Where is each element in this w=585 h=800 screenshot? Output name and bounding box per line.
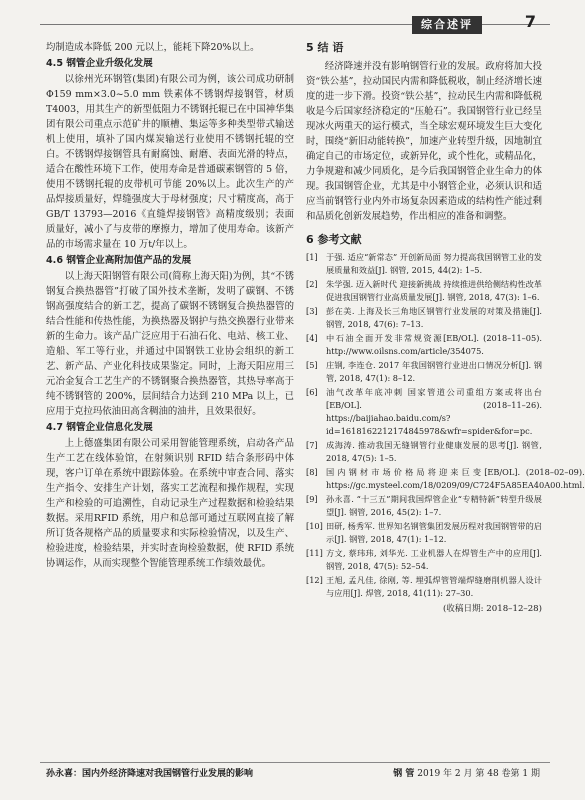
reference-text: 方文, 蔡玮玮, 刘华光. 工业机器人在焊管生产中的应用[J]. 钢管, 2018, 47(5): 52–54. [326, 548, 542, 571]
reference-text: 国内钢材市场价格局将迎来巨变[EB/OL]. (2018–02–09). https://gc.mysteel.com/18/0209/09/C724F5A85EA40A00.html. [326, 467, 585, 490]
reference-item [306, 278, 542, 304]
received-date: (收稿日期: 2018–12–28) [442, 604, 542, 614]
reference-text: 庄钢, 李连仓. 2017 年我国钢管行业进出口情况分析[J]. 钢管, 2018, 47(1): 8–12. [326, 360, 542, 383]
reference-list [306, 251, 585, 600]
reference-text: 田研, 杨秀军. 世界知名钢管集团发展历程对我国钢管带的启示[J]. 钢管, 2018, 47(1): 1–12. [326, 521, 542, 544]
reference-text: 中石油全面开发非常规资源[EB/OL]. (2018–11–05). http://www.oilsns.com/article/354075. [326, 333, 542, 356]
reference-text: 朱学强. 迈入新时代 迎接新挑战 持续推进供给侧结构性改革 促进我国钢管行业高质量发展[J]. 钢管, 2018, 47(3): 1–6. [326, 279, 542, 302]
journal-issue [393, 766, 540, 779]
reference-text: 油气改革年底冲刺 国家管道公司重组方案或将出台[EB/OL]. (2018–11–26). https://baijiahao.baidu.com/s?id=1618162212174845978&wfr=spider&for=pc. [326, 387, 542, 436]
reference-item [306, 520, 542, 546]
reference-number: [12] [306, 575, 323, 585]
reference-item [306, 574, 542, 600]
references-heading: 6 参考文献 [306, 233, 362, 246]
reference-number: [5] [306, 360, 318, 370]
section-badge: 综合述评 [412, 16, 482, 34]
reference-text: 王旭, 孟凡佳, 徐刚, 等. 埋弧焊管管端焊缝磨削机器人设计与应用[J]. 焊管, 2018, 41(11): 27–30. [326, 575, 542, 598]
page-number: 7 [524, 12, 536, 31]
paragraph-4-5: 以徐州光环钢管(集团)有限公司为例，该公司成功研制 Φ159 mm×3.0~5.0 mm 铁素体不锈钢焊接钢管，材质 T4003，用其生产的新型低阻力不锈钢托辊已在中国神华集团有限公司重点示范矿井的顺槽、集运等多种类型带式输送机上使用，填补了国内煤炭输送行业使用不锈钢托辊的空白。不锈钢焊接钢管具有耐腐蚀、耐磨、表面光滑的特点，适合在酸性环境下工作，使用寿命是普通碳素钢管的 5 倍，使用不锈钢托辊的皮带机可节能 20%以上。此次生产的产品焊接质量好，焊缝强度大于母材强度；尺寸精度高，高于 GB/T 13793—2016《直缝焊接钢管》高精度级别；表面质量好，减小了与皮带的摩擦力，增加了使用寿命。该新产品的市场需求量在 10 万t/年以上。 [46, 74, 294, 250]
reference-number: [7] [306, 440, 318, 450]
reference-text: 彭在美. 上海及长三角地区钢管行业发展的对策及措施[J]. 钢管, 2018, 47(6): 7–13. [326, 306, 542, 329]
reference-number: [9] [306, 494, 318, 504]
reference-item [306, 251, 542, 277]
right-column [306, 40, 585, 755]
footer-rule [40, 762, 550, 763]
reference-text: 孙永喜. “十三五”期间我国焊管企业“专精特新”转型升级展望[J]. 钢管, 2016, 45(2): 1–7. [326, 494, 542, 517]
reference-number: [8] [306, 467, 318, 477]
issue-info: 2019 年 2 月 第 48 卷第 1 期 [417, 769, 540, 779]
reference-number: [6] [306, 387, 318, 397]
paragraph-4-7: 上上德盛集团有限公司采用智能管理系统，启动各产品生产工艺在线体验馆，在射频识别 RFID 结合条形码中体现，客户订单在系统中跟踪体验。在系统中审查合同、落实生产指令、安排生产计划，落实工艺流程和操作规程，实现生产和检验的可追溯性，自动记录生产过程数据和检验结果数据。采用RFID 系统，用户和总部可通过互联网直接了解所订货各规格产品的质量要求和实际检验情况，以及生产、检验进度，检验结果，并实时查询检验数据，使 RFID 系统协调运作，从而实现整个智能管理系统工作绩效最优。 [46, 438, 294, 569]
section-5-heading: 5 结 语 [306, 41, 344, 54]
reference-number: [1] [306, 252, 318, 262]
reference-item [306, 466, 585, 492]
section-4-5-heading: 4.5 钢管企业升级化发展 [46, 58, 153, 69]
reference-text: 于强. 适应“新常态” 开创新局面 努力提高我国钢管工业的发展质量和效益[J]. 钢管, 2015, 44(2): 1–5. [326, 252, 542, 275]
section-4-7-heading: 4.7 钢管企业信息化发展 [46, 422, 153, 433]
reference-item [306, 305, 542, 331]
left-column [46, 40, 294, 755]
reference-item [306, 493, 542, 519]
reference-number: [3] [306, 306, 318, 316]
reference-number: [10] [306, 521, 323, 531]
reference-item [306, 547, 542, 573]
paragraph-5: 经济降速并没有影响钢管行业的发展。政府将加大投资“铁公基”，拉动国民内需和降低税收，制止经济增长速度的进一步下滑。投资“铁公基”，拉动民生内需和降低税收是今后国家经济稳定的“压舱石”。我国钢管行业已经呈现冰火两重天的运行模式，当全球宏观环境发生巨大变化时，围绕“新旧动能转换”，加速产业转型升级，因地制宜确定自己的市场定位，或新异化，或个性化，或精品化，力争规避和减少同质化，是今后我国钢管企业生命力的体现。我国钢管企业，尤其是中小钢管企业，必须认识和适应当前钢管行业内外市场复杂因素造成的结构性产能过剩和品质化创新发展趋势，作出相应的准备和调整。 [306, 61, 542, 222]
running-title: 孙永喜：国内外经济降速对我国钢管行业发展的影响 [46, 769, 254, 779]
reference-item [306, 439, 542, 465]
reference-number: [11] [306, 548, 323, 558]
paragraph-4-6: 以上海天阳钢管有限公司(简称上海天阳)为例，其“不锈钢复合换热器管”打破了国外技术垄断，发明了碳钢、不锈钢高强度结合的新工艺，提高了碳钢不锈钢复合换热器管的结合性能和传热性能，为换热器及钢护与热交换器行业带来新的生命力。该产品广泛应用于石油石化、电站、核工业、造船、军工等行业，并通过中国钢铁工业协会组织的新工艺、新产品、产业化科技成果鉴定。同时，上海天阳应用三元冶金复合工艺生产的不锈钢聚合换热器管，其热导率高于纯不锈钢管的 200%，层间结合力达到 210 MPa 以上，已应用于克拉玛依油田高含稠油的油井，且效果很好。 [46, 271, 294, 417]
section-4-6-heading: 4.6 钢管企业高附加值产品的发展 [46, 255, 192, 266]
reference-item [306, 386, 542, 438]
reference-item [306, 332, 542, 358]
paragraph-cont: 均制造成本降低 200 元以上，能耗下降20%以上。 [46, 42, 260, 53]
reference-item [306, 359, 542, 385]
reference-number: [2] [306, 279, 318, 289]
journal-name: 钢 管 [393, 769, 415, 779]
reference-number: [4] [306, 333, 318, 343]
reference-text: 成海涛. 推动我国无缝钢管行业健康发展的思考[J]. 钢管, 2018, 47(5): 1–5. [326, 440, 542, 463]
